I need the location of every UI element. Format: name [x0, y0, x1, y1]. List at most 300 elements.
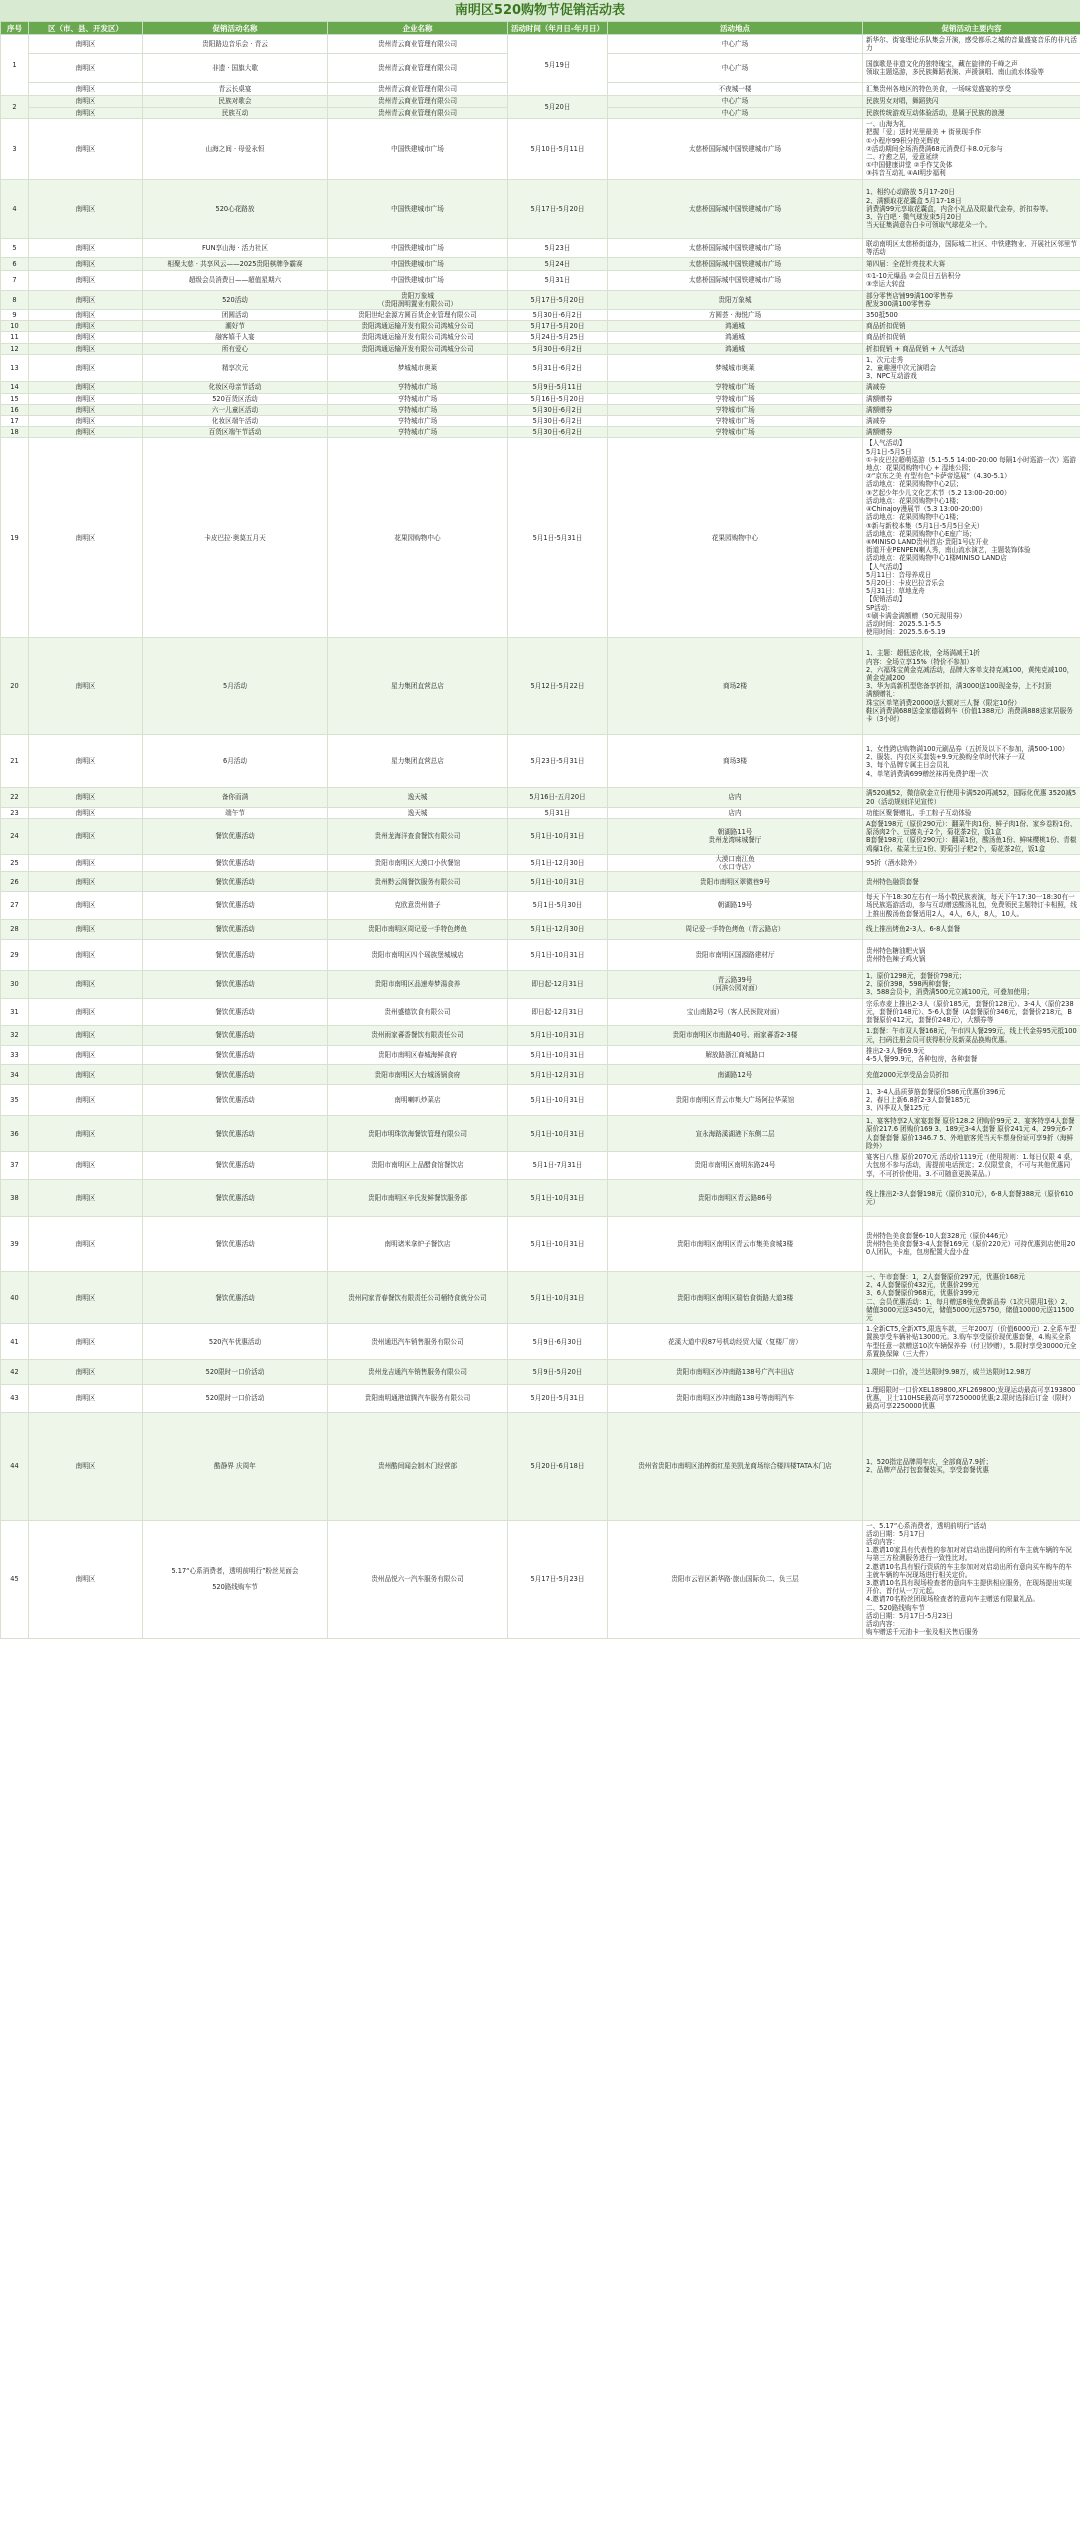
cell-no: 18	[1, 427, 29, 438]
cell-company: 南明喇叭炒菜店	[328, 1085, 508, 1116]
cell-desc: 1.全新CT5,全新XT5,限选车款，三年200万（价值6000元）2.全系车型置换享受车辆补贴13000元。3.购车享受原价现优惠套餐，4.购买全系车型任意一款赠送10次车辆保养券（付卫钞赠），5.限时享受30000元全系置换保障（三大件）	[863, 1324, 1080, 1360]
cell-time: 5月1日-5月30日	[508, 892, 608, 920]
cell-name: 6月活动	[143, 735, 328, 788]
cell-district: 南明区	[29, 970, 143, 998]
cell-time: 5月30日-6月2日	[508, 416, 608, 427]
cell-desc: 贵州特色美食套餐6-10人套328元（原价446元） 贵州特色美食套餐3-4人套餐169元（原价220元）可持优惠到店使用200人团队，卡座，包房配置大盘小盘	[863, 1217, 1080, 1272]
cell-company: 贵阳鸿通运输开发有限公司鸿城分公司	[328, 343, 508, 354]
cell-no: 45	[1, 1520, 29, 1638]
cell-district: 南明区	[29, 872, 143, 892]
cell-district: 南明区	[29, 1026, 143, 1045]
cell-place: 太慈桥国际城中国铁建城市广场	[608, 118, 863, 179]
cell-company: 南明诸米拿炉子餐饮店	[328, 1217, 508, 1272]
header-cell-company: 企业名称	[328, 22, 508, 35]
cell-desc: 1、宴客特享2人家宴套餐 原价128.2 团购价99元 2、宴客特享4人套餐 原价217.6 团购价169 3、189元3-4人套餐 原价241元 4、299元6-7人套餐套餐 原价1346.7 5、外地旅客凭当天车票身份证可享9折（海鲜除外）	[863, 1116, 1080, 1152]
cell-company: 星力集团直营总店	[328, 638, 508, 735]
cell-place: 亨特城市广场	[608, 427, 863, 438]
cell-district: 南明区	[29, 271, 143, 290]
table-row	[1, 818, 1080, 854]
cell-company: 贵阳世纪金源方圆百货企业管理有限公司	[328, 310, 508, 321]
cell-desc: 1.限时一口价，凌兰达限时9.98万，威兰达限时12.98万	[863, 1360, 1080, 1385]
cell-company: 亨特城市广场	[328, 416, 508, 427]
cell-time: 5月1日-12月31日	[508, 1065, 608, 1085]
cell-time: 5月23日	[508, 238, 608, 257]
cell-name: 520百货区活动	[143, 393, 328, 404]
cell-place: 中心广场	[608, 96, 863, 107]
cell-district: 南明区	[29, 854, 143, 871]
cell-no: 43	[1, 1385, 29, 1413]
cell-company: 贵州酷间闻会制木门经营部	[328, 1412, 508, 1520]
cell-no: 23	[1, 807, 29, 818]
cell-no: 4	[1, 179, 29, 238]
cell-no: 21	[1, 735, 29, 788]
cell-district: 南明区	[29, 416, 143, 427]
cell-place: 周记爱一手特色烤鱼（青云路店）	[608, 919, 863, 939]
cell-company: 星力集团直营总店	[328, 735, 508, 788]
cell-company: 贵州青云商业管理有限公司	[328, 54, 508, 83]
cell-place: 青云路39号 （河滨公园对面）	[608, 970, 863, 998]
cell-place: 朝湖路19号	[608, 892, 863, 920]
cell-district: 南明区	[29, 1360, 143, 1385]
table-row	[1, 939, 1080, 970]
cell-desc: 满520减52，微信砍金立行使用卡满520再减52，国际化优惠 3520减520（活动规则详见宣传）	[863, 788, 1080, 807]
cell-district: 南明区	[29, 238, 143, 257]
cell-desc: 贵州特色糖油粑火锅 贵州特色辣子鸡火锅	[863, 939, 1080, 970]
table-row	[1, 1360, 1080, 1385]
cell-time: 5月30日-6月2日	[508, 310, 608, 321]
table-row	[1, 872, 1080, 892]
table-row	[1, 416, 1080, 427]
cell-time: 5月30日-6月2日	[508, 343, 608, 354]
cell-name: 超级会员消费日——超值星期六	[143, 271, 328, 290]
cell-district: 南明区	[29, 818, 143, 854]
cell-desc: ①1-10元爆品 ②会员日五倍积分 ③幸运大转盘	[863, 271, 1080, 290]
cell-name: 520心花路放	[143, 179, 328, 238]
cell-desc: 国旗歌是非遗文化的独特瑰宝，藏在旋律的千峰之声 领取主题巡游，多民族舞蹈表演、声援演唱、南山流水体验等	[863, 54, 1080, 83]
cell-time: 5月1日-12月30日	[508, 919, 608, 939]
cell-no: 7	[1, 271, 29, 290]
cell-name: 餐饮优惠活动	[143, 1272, 328, 1324]
cell-time: 5月24日	[508, 258, 608, 271]
cell-desc: 满减券	[863, 416, 1080, 427]
cell-name: 餐饮优惠活动	[143, 872, 328, 892]
cell-name: 备你而满	[143, 788, 328, 807]
cell-no: 9	[1, 310, 29, 321]
cell-place: 店内	[608, 807, 863, 818]
cell-no: 15	[1, 393, 29, 404]
cell-company: 贵州通迅汽车销售服务有限公司	[328, 1324, 508, 1360]
cell-company: 贵州青云商业管理有限公司	[328, 96, 508, 107]
cell-company: 贵州青云商业管理有限公司	[328, 83, 508, 96]
table-row	[1, 638, 1080, 735]
cell-name: 餐饮优惠活动	[143, 1085, 328, 1116]
cell-place: 贵阳万象城	[608, 290, 863, 309]
cell-place: 贵阳市南明区南明区青云市集美食城3楼	[608, 1217, 863, 1272]
cell-place: 贵阳市南明区市南路40号、雨家蕃香2-3楼	[608, 1026, 863, 1045]
cell-district: 南明区	[29, 1520, 143, 1638]
cell-no: 16	[1, 404, 29, 415]
cell-desc: 350抵500	[863, 310, 1080, 321]
cell-desc: 满额赠券	[863, 393, 1080, 404]
table-row	[1, 970, 1080, 998]
cell-place: 贵阳市南明区青云市集大广场阿拉华菜馆	[608, 1085, 863, 1116]
cell-company: 贵阳市明珠饮海餐饮管理有限公司	[328, 1116, 508, 1152]
cell-no: 24	[1, 818, 29, 854]
cell-company: 贵州龙吉通汽车销售服务有限公司	[328, 1360, 508, 1385]
cell-name: 青云长桌宴	[143, 83, 328, 96]
cell-company: 克欧意贵州普子	[328, 892, 508, 920]
table-row	[1, 332, 1080, 343]
cell-desc: 1、主题：超低送化妆，全场满减王1折 内容：全场立享15%（特价不参加） 2、六福珠宝黄金克减活动，品牌大客单支持克减100，黄纯克减100，黄金克减200 3、华为高新机型您备享折扣，满3000送100现金券，上不封顶 满额赠礼： 珠宝区单笔消费20000送大额对三人餐（限定10份） 鞋区消费满688送金家德福剃车（价值1388元）消费满888送家居服务卡（3小时）	[863, 638, 1080, 735]
header-cell-no: 序号	[1, 22, 29, 35]
table-row	[1, 179, 1080, 238]
cell-desc: 满额赠券	[863, 427, 1080, 438]
cell-time: 5月31日	[508, 807, 608, 818]
cell-place: 亨特城市广场	[608, 404, 863, 415]
cell-place: 中心广场	[608, 107, 863, 118]
cell-place: 太慈桥国际城中国铁建城市广场	[608, 258, 863, 271]
cell-time: 5月1日-5月31日	[508, 438, 608, 638]
cell-desc: 线上推出烤鱼2-3人、6-8人套餐	[863, 919, 1080, 939]
cell-district: 南明区	[29, 919, 143, 939]
cell-time: 5月1日-10月31日	[508, 1180, 608, 1217]
cell-district: 南明区	[29, 382, 143, 393]
cell-name: 民族互动	[143, 107, 328, 118]
table-row	[1, 238, 1080, 257]
cell-place: 花果园购物中心	[608, 438, 863, 638]
cell-district: 南明区	[29, 1180, 143, 1217]
table-row	[1, 1217, 1080, 1272]
cell-place: 贵阳市南明区南明区瑞怡食街路大道3楼	[608, 1272, 863, 1324]
cell-no: 13	[1, 354, 29, 382]
cell-desc: 一、午市套餐：1，2人套餐原价297元，优惠价168元 2、4人套餐原价432元，优惠价299元 3、6人套餐原价968元，优惠价399元 二、会员优惠活动：1、每月赠送8张免费新品券（1次只限用1张）2、储值3000元送3450元，储值5000元送5750，储值10000元送11500元	[863, 1272, 1080, 1324]
cell-time: 5月23日-5月31日	[508, 735, 608, 788]
cell-name: 餐饮优惠活动	[143, 1065, 328, 1085]
table-row	[1, 404, 1080, 415]
table-row	[1, 393, 1080, 404]
cell-district: 南明区	[29, 1116, 143, 1152]
cell-name: 六一儿童区活动	[143, 404, 328, 415]
table-row	[1, 321, 1080, 332]
cell-name: 山海之间 · 母爱永恒	[143, 118, 328, 179]
cell-time: 即日起-12月31日	[508, 970, 608, 998]
promotion-table	[0, 21, 1080, 1639]
cell-company: 亨特城市广场	[328, 382, 508, 393]
cell-desc: 1、520指定品牌周年庆，全部商品7.9折； 2、品牌产品打包套餐装买，享受套餐优惠	[863, 1412, 1080, 1520]
cell-district: 南明区	[29, 354, 143, 382]
cell-desc: 宴客日八鼎 原价2070元 活动价1119元（使用规则：1.每日仅限 4 桌，大包房不参与活动，需提前电话预定；2.仅限堂食，不可与其他优惠同享，不可折价使用。3.不可随意更换菜品。）	[863, 1152, 1080, 1180]
cell-name: 精享次元	[143, 354, 328, 382]
cell-time: 5月31日	[508, 271, 608, 290]
cell-time: 5月1日-10月31日	[508, 1045, 608, 1064]
cell-district: 南明区	[29, 1272, 143, 1324]
cell-time: 5月1日-10月31日	[508, 1116, 608, 1152]
cell-no: 11	[1, 332, 29, 343]
cell-desc: 民族传统游戏互动体验活动，是属于民族的浪漫	[863, 107, 1080, 118]
cell-time: 5月17日-5月23日	[508, 1520, 608, 1638]
cell-district: 南明区	[29, 404, 143, 415]
cell-district: 南明区	[29, 96, 143, 107]
cell-place: 不夜城一楼	[608, 83, 863, 96]
cell-desc: 满减券	[863, 382, 1080, 393]
cell-district: 南明区	[29, 1412, 143, 1520]
cell-time: 5月30日-6月2日	[508, 427, 608, 438]
cell-no: 22	[1, 788, 29, 807]
cell-company: 逸天城	[328, 788, 508, 807]
cell-place: 贵阳市南明区翠微巷9号	[608, 872, 863, 892]
cell-time: 5月17日-5月20日	[508, 290, 608, 309]
table-row	[1, 271, 1080, 290]
cell-place: 宝山南路2号（客人民医院对面）	[608, 998, 863, 1026]
cell-place: 贵阳市南明区青云路86号	[608, 1180, 863, 1217]
cell-no: 40	[1, 1272, 29, 1324]
cell-company: 贵州龙海洋查食餐饮有限公司	[328, 818, 508, 854]
table-row	[1, 354, 1080, 382]
cell-time: 5月30日-6月2日	[508, 404, 608, 415]
table-row	[1, 998, 1080, 1026]
cell-company: 中国铁建城市广场	[328, 258, 508, 271]
cell-desc: 每天下午18:30左右有一场小数民族表演，每天下午17:30一18:30有一场民族巡游活动，参与互动赠送酸汤礼包，免费领民主题特订卡相照，线上推出酸汤鱼套餐适用2人，4人，6人，8人，10人。	[863, 892, 1080, 920]
cell-company: 逸天城	[328, 807, 508, 818]
cell-place: 朝湖路11号 贵州龙湾味城餐厅	[608, 818, 863, 854]
cell-name: 餐饮优惠活动	[143, 1180, 328, 1217]
cell-desc: 95折（酒水除外）	[863, 854, 1080, 871]
cell-company: 贵阳市南明区上品醋食馆餐饮店	[328, 1152, 508, 1180]
cell-district: 南明区	[29, 1385, 143, 1413]
cell-company: 中国铁建城市广场	[328, 179, 508, 238]
cell-name: 相聚太慈 · 共享风云——2025贵阳棋牌争霸赛	[143, 258, 328, 271]
cell-no: 39	[1, 1217, 29, 1272]
cell-time: 即日起-12月31日	[508, 998, 608, 1026]
cell-desc: 1、相约心动路放 5月17-20日 2、满额取花花囊盒 5月17-18日 消费满99元享取花囊盒，内含小礼品及限量代金券，折扣券等。 3、告白吧 · 微气球发束5月20日 当天征集满意告白卡可领取气球花朵一个。	[863, 179, 1080, 238]
cell-time: 5月1日-10月31日	[508, 1085, 608, 1116]
cell-desc: 线上推出2-3人套餐198元（原价310元），6-8人套餐388元（原价610元）	[863, 1180, 1080, 1217]
cell-district: 南明区	[29, 807, 143, 818]
cell-no: 17	[1, 416, 29, 427]
table-row	[1, 427, 1080, 438]
cell-no: 14	[1, 382, 29, 393]
cell-place: 梦城城市奥莱	[608, 354, 863, 382]
cell-district: 南明区	[29, 998, 143, 1026]
cell-district: 南明区	[29, 321, 143, 332]
cell-no: 25	[1, 854, 29, 871]
cell-name: 贵阳路边音乐会 · 青云	[143, 35, 328, 54]
table-row	[1, 1272, 1080, 1324]
cell-desc: 一、山海为礼 把握「爱」送时光里最美 + 街景现手作 ①小程序99积分抢光辉夜 ②活动期间全场消费满68元消费灯卡8.0元参与 二、疗愈之居，爱意延续 ①中国健康讲堂 ②手作艾灸体 ③抖音互动礼 ④AI明步福利	[863, 118, 1080, 179]
cell-desc: 民族男女对唱，舞蹈狭闪	[863, 96, 1080, 107]
cell-no: 8	[1, 290, 29, 309]
cell-time: 5月20日	[508, 96, 608, 118]
cell-district: 南明区	[29, 1065, 143, 1085]
header-cell-activity-name: 促销活动名称	[143, 22, 328, 35]
header-row	[1, 22, 1080, 35]
cell-place: 太慈桥国际城中国铁建城市广场	[608, 179, 863, 238]
cell-no: 44	[1, 1412, 29, 1520]
cell-company: 贵阳市南明区周记爱一手特色烤鱼	[328, 919, 508, 939]
cell-desc: 1.套餐：午市双人餐168元，午市四人餐299元，线上代金券95元抵100元，扫码注册会员可获得积分及新菜品换购优惠。	[863, 1026, 1080, 1045]
cell-desc: 贵州特色融资套餐	[863, 872, 1080, 892]
cell-name: 餐饮优惠活动	[143, 892, 328, 920]
cell-time: 5月31日-6月2日	[508, 354, 608, 382]
cell-no: 37	[1, 1152, 29, 1180]
cell-name: 餐饮优惠活动	[143, 1152, 328, 1180]
cell-company: 花果园购物中心	[328, 438, 508, 638]
cell-place: 鸿通城	[608, 321, 863, 332]
cell-name: 百货区端午节活动	[143, 427, 328, 438]
table-row	[1, 735, 1080, 788]
cell-no: 30	[1, 970, 29, 998]
cell-company: 贵阳万象城 （贵阳润明置业有限公司）	[328, 290, 508, 309]
cell-no: 26	[1, 872, 29, 892]
cell-place: 商场3楼	[608, 735, 863, 788]
cell-district: 南明区	[29, 258, 143, 271]
cell-name: 餐饮优惠活动	[143, 998, 328, 1026]
table-row	[1, 1045, 1080, 1064]
cell-company: 贵阳南明通港谊腾汽车服务有限公司	[328, 1385, 508, 1413]
cell-district: 南明区	[29, 788, 143, 807]
table-row	[1, 118, 1080, 179]
cell-name: 520限时一口价活动	[143, 1385, 328, 1413]
table-row	[1, 1116, 1080, 1152]
table-row	[1, 788, 1080, 807]
cell-district: 南明区	[29, 179, 143, 238]
cell-district: 南明区	[29, 107, 143, 118]
cell-place: 中心广场	[608, 54, 863, 83]
cell-time: 5月1日-12月30日	[508, 854, 608, 871]
cell-desc: 宗乐赤麦上推出2-3人（原价185元，套餐价128元）、3-4人（原价238元，套餐价148元）、5-6人套餐（A套餐原价346元，套餐价218元，B套餐原价412元，套餐价248元），大额券等	[863, 998, 1080, 1026]
cell-time: 5月12日-5月22日	[508, 638, 608, 735]
cell-company: 亨特城市广场	[328, 404, 508, 415]
cell-desc: 第四届：全花针亮技术大赛	[863, 258, 1080, 271]
cell-time: 5月1日-10月31日	[508, 939, 608, 970]
cell-desc: 功能区聚餐赠礼、手工粽子互动体验	[863, 807, 1080, 818]
cell-name: 非遗 · 国旗大歌	[143, 54, 328, 83]
table-row	[1, 258, 1080, 271]
cell-no: 3	[1, 118, 29, 179]
cell-no: 12	[1, 343, 29, 354]
cell-desc: 商品折扣促销	[863, 321, 1080, 332]
cell-company: 贵州同家青春餐饮有限责任公司桶特食就分公司	[328, 1272, 508, 1324]
cell-company: 贵州品悦六一汽车服务有限公司	[328, 1520, 508, 1638]
cell-district: 南明区	[29, 1085, 143, 1116]
cell-place: 太慈桥国际城中国铁建城市广场	[608, 271, 863, 290]
cell-no: 34	[1, 1065, 29, 1085]
cell-place: 花溪大道中段87号机动经贸大厦（复楼厂房）	[608, 1324, 863, 1360]
cell-place: 亨特城市广场	[608, 382, 863, 393]
cell-name: 餐饮优惠活动	[143, 1026, 328, 1045]
cell-no: 29	[1, 939, 29, 970]
cell-name: 餐饮优惠活动	[143, 919, 328, 939]
cell-name: 融客嬉千人宴	[143, 332, 328, 343]
cell-desc: 折扣促销 + 商品促销 + 人气活动	[863, 343, 1080, 354]
cell-name: 餐饮优惠活动	[143, 939, 328, 970]
table-row	[1, 290, 1080, 309]
cell-no: 32	[1, 1026, 29, 1045]
cell-time: 5月17日-5月20日	[508, 321, 608, 332]
cell-district: 南明区	[29, 1217, 143, 1272]
cell-company: 梦城城市奥莱	[328, 354, 508, 382]
cell-time: 5月24日-5月25日	[508, 332, 608, 343]
cell-time: 5月1日-10月31日	[508, 872, 608, 892]
cell-name: FUN享山海 · 活力社区	[143, 238, 328, 257]
cell-time: 5月1日-10月31日	[508, 1272, 608, 1324]
cell-desc: 【人气活动】 5月1日-5月5日 ①卡皮巴拉超萌巡游（5.1-5.5 14:00-20:00 每隔1小时巡游一次）巡游地点：花果园购物中心 + 湿地公园； ②“京东之美 有型有色”卡萨帝巡展”（4.30-5.1） 活动地点：花果园购物中心2层； ③艺起少年少儿文化艺术节（5.2 13:00-20:00） 活动地点：花果园购物中心1楼； ④Chinajoy漫展节（5.3 13:00-20:00） 活动地点：花果园购物中心1楼； ⑤新与新校本集（5月1日-5月5日全天） 活动地点：花果园购物中心E座广场； ⑥MINISO LAND贵州首店·贵阳1号店开业 街道开业PENPEN喇人秀，南山流水演艺，主题装饰体验 活动地点：花果园购物中心1楼MINISO LAND店 【人气活动】 5月11日：音母养成日 5月20日：卡皮巴拉音乐会 5月31日：草地龙舟 【促销活动】 SP活动： ①刷卡满金满额赠（50元现用券） 活动时间：2025.5.1-5.5 使用时间：2025.5.6-5.19	[863, 438, 1080, 638]
header-cell-district: 区（市、县、开发区）	[29, 22, 143, 35]
cell-district: 南明区	[29, 638, 143, 735]
cell-name: 餐饮优惠活动	[143, 970, 328, 998]
table-row	[1, 438, 1080, 638]
cell-company: 贵州青云商业管理有限公司	[328, 107, 508, 118]
cell-place: 商场2楼	[608, 638, 863, 735]
cell-time: 5月1日-10月31日	[508, 818, 608, 854]
cell-no: 2	[1, 96, 29, 118]
cell-time: 5月9日-5月11日	[508, 382, 608, 393]
cell-name: 餐饮优惠活动	[143, 1045, 328, 1064]
cell-name: 化妆区端午活动	[143, 416, 328, 427]
cell-desc: 推出2-3人餐69.9元 4-5人餐99.9元，各种包房，各种套餐	[863, 1045, 1080, 1064]
cell-time: 5月17日-5月20日	[508, 179, 608, 238]
cell-name: 5月活动	[143, 638, 328, 735]
cell-time: 5月19日	[508, 35, 608, 96]
cell-company: 贵阳鸿通运输开发有限公司鸿城分公司	[328, 321, 508, 332]
cell-company: 中国铁建城市广场	[328, 238, 508, 257]
cell-time: 5月1日-10月31日	[508, 1026, 608, 1045]
table-row	[1, 96, 1080, 107]
cell-time: 5月20日-6月18日	[508, 1412, 608, 1520]
header-cell-content: 促销活动主要内容	[863, 22, 1080, 35]
cell-district: 南明区	[29, 393, 143, 404]
cell-place: 中心广场	[608, 35, 863, 54]
cell-company: 贵阳市南明区春城海鲜食府	[328, 1045, 508, 1064]
cell-time: 5月9日-6月30日	[508, 1324, 608, 1360]
cell-district: 南明区	[29, 54, 143, 83]
cell-company: 亨特城市广场	[328, 393, 508, 404]
cell-place: 宣永海路溪湖港下东侧二层	[608, 1116, 863, 1152]
cell-name: 520活动	[143, 290, 328, 309]
cell-desc: 满额赠券	[863, 404, 1080, 415]
cell-no: 6	[1, 258, 29, 271]
cell-name: 民族对歌会	[143, 96, 328, 107]
cell-time: 5月10日-5月11日	[508, 118, 608, 179]
cell-district: 南明区	[29, 735, 143, 788]
cell-desc: 部分零售店铺99满100零售券 配发300满100零售券	[863, 290, 1080, 309]
cell-company: 贵阳市南明区大漠口小伙餐馆	[328, 854, 508, 871]
cell-no: 31	[1, 998, 29, 1026]
cell-name: 餐饮优惠活动	[143, 854, 328, 871]
cell-place: 方圆荟 · 海悦广场	[608, 310, 863, 321]
cell-no: 42	[1, 1360, 29, 1385]
cell-desc: 联动南明区太慈桥街道办，国际城二社区、中铁建物业、开展社区邻里节等活动	[863, 238, 1080, 257]
cell-district: 南明区	[29, 310, 143, 321]
cell-company: 贵州黔云阁餐饮服务有限公司	[328, 872, 508, 892]
cell-company: 中国铁建城市广场	[328, 271, 508, 290]
cell-place: 亨特城市广场	[608, 416, 863, 427]
cell-no: 10	[1, 321, 29, 332]
table-row	[1, 1026, 1080, 1045]
table-row	[1, 310, 1080, 321]
cell-desc: 充值2000元享受品会员折扣	[863, 1065, 1080, 1085]
cell-company: 贵阳市南明区大台城汤锅食府	[328, 1065, 508, 1085]
cell-place: 太慈桥国际城中国铁建城市广场	[608, 238, 863, 257]
cell-place: 南湖路12号	[608, 1065, 863, 1085]
cell-place: 亨特城市广场	[608, 393, 863, 404]
cell-name: 餐饮优惠活动	[143, 1217, 328, 1272]
cell-place: 店内	[608, 788, 863, 807]
cell-name: 餐饮优惠活动	[143, 1116, 328, 1152]
cell-place: 贵阳市云岩区新华路·旅山国际负二、负三层	[608, 1520, 863, 1638]
table-row	[1, 1324, 1080, 1360]
cell-name: 所有爱心	[143, 343, 328, 354]
